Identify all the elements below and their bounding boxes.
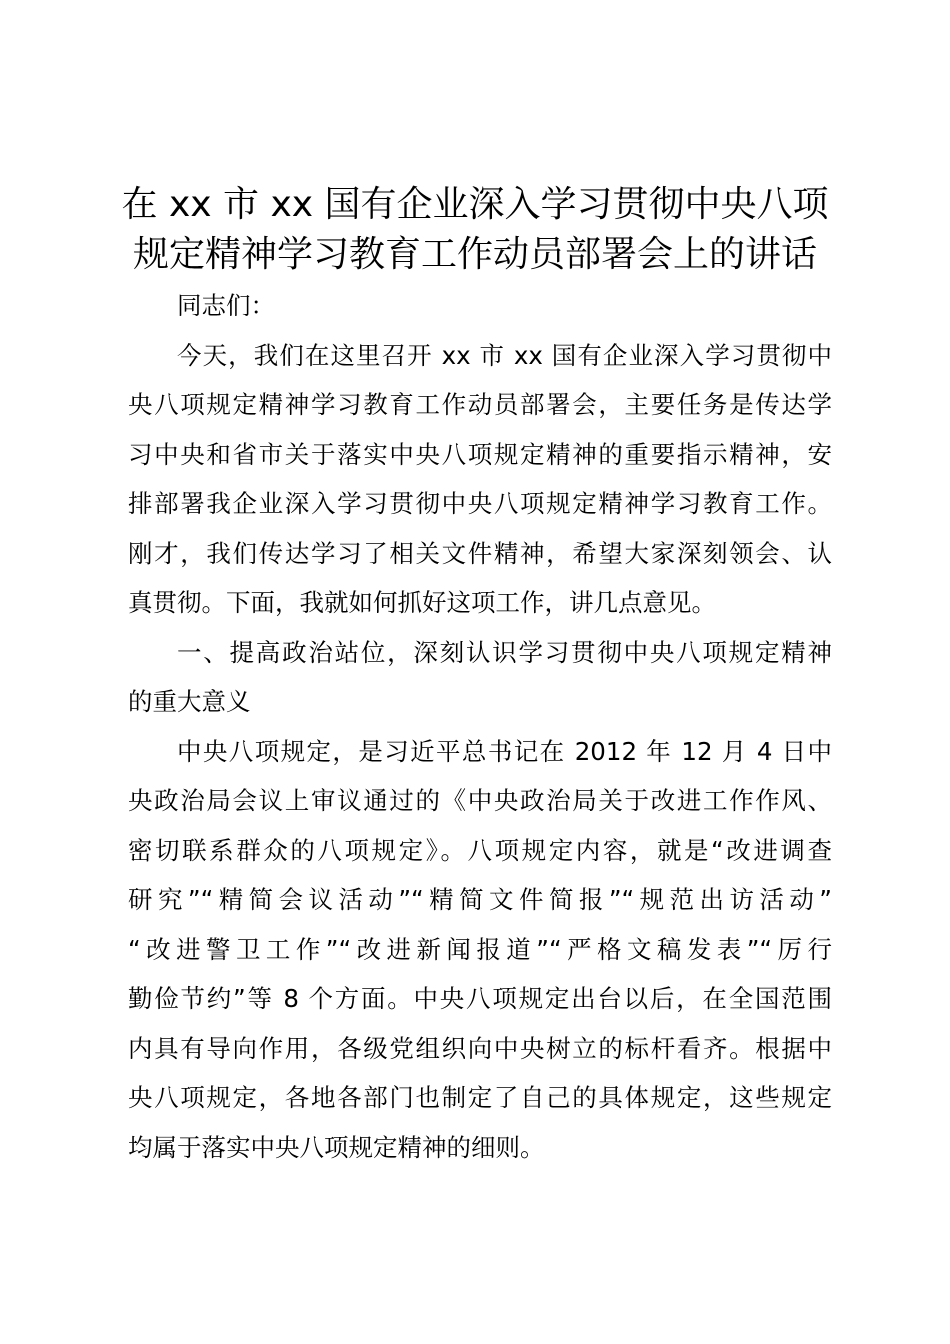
paragraph-line: 密切联系群众的八项规定》。八项规定内容，就是“改进调查 xyxy=(128,835,832,865)
paragraph-line: 刚才，我们传达学习了相关文件精神，希望大家深刻领会、认 xyxy=(128,538,832,568)
title-line-2: 规定精神学习教育工作动员部署会上的讲话 xyxy=(132,234,817,275)
paragraph-line: 研究”“精简会议活动”“精简文件简报”“规范出访活动” xyxy=(128,885,832,914)
title-line-1: 在 xx 市 xx 国有企业深入学习贯彻中央八项 xyxy=(121,184,829,225)
heading-line: 一、提高政治站位，深刻认识学习贯彻中央八项规定精神 xyxy=(177,637,832,667)
paragraph-line: 今天，我们在这里召开 xx 市 xx 国有企业深入学习贯彻中 xyxy=(177,340,832,370)
paragraph-line: 勤俭节约”等 8 个方面。中央八项规定出台以后，在全国范围 xyxy=(128,984,832,1013)
paragraph-line: 央政治局会议上审议通过的《中央政治局关于改进工作作风、 xyxy=(128,786,832,815)
paragraph-opening xyxy=(128,331,832,628)
paragraph-line: 均属于落实中央八项规定精神的细则。 xyxy=(128,1132,545,1162)
paragraph-line: 中央八项规定，是习近平总书记在 2012 年 12 月 4 日中 xyxy=(177,736,832,766)
paragraph-line: 真贯彻。下面，我就如何抓好这项工作，讲几点意见。 xyxy=(128,588,716,617)
greeting: 同志们： xyxy=(177,291,275,320)
document-title xyxy=(120,180,830,280)
paragraph-line: 排部署我企业深入学习贯彻中央八项规定精神学习教育工作。 xyxy=(128,489,832,518)
paragraph-line: “改进警卫工作”“改进新闻报道”“严格文稿发表”“厉行 xyxy=(128,934,832,964)
paragraph-line: 央八项规定精神学习教育工作动员部署会，主要任务是传达学 xyxy=(128,390,832,419)
section-heading-1 xyxy=(128,628,832,727)
paragraph-line: 内具有导向作用，各级党组织向中央树立的标杆看齐。根据中 xyxy=(128,1033,832,1063)
paragraph-line: 习中央和省市关于落实中央八项规定精神的重要指示精神，安 xyxy=(128,439,832,469)
paragraph-eight-rules xyxy=(128,727,832,1173)
document-body xyxy=(128,281,832,1172)
paragraph-line: 央八项规定，各地各部门也制定了自己的具体规定，这些规定 xyxy=(128,1083,832,1112)
heading-line: 的重大意义 xyxy=(128,687,251,716)
